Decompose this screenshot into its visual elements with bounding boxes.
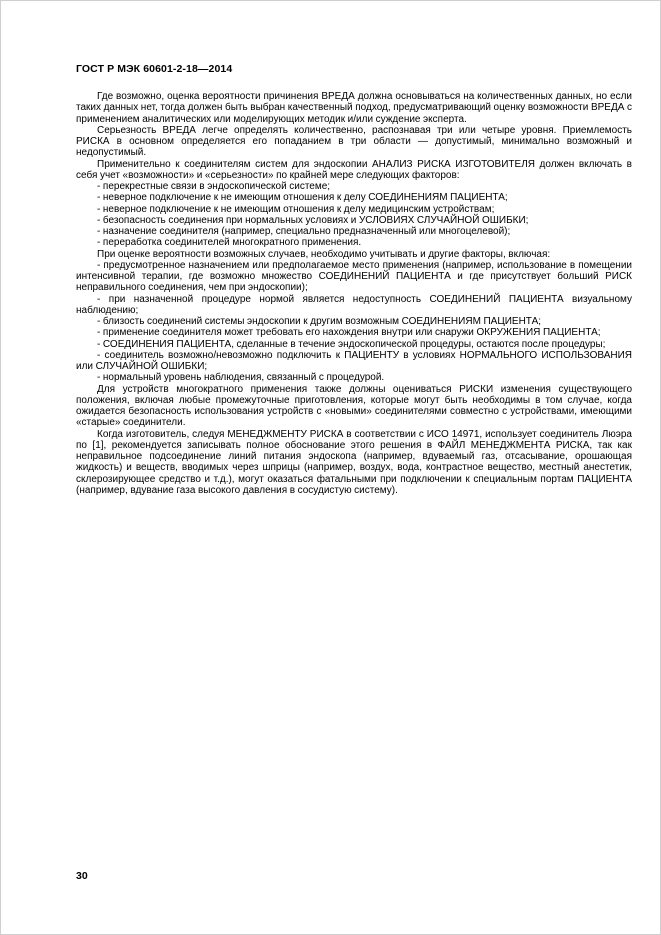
document-body (76, 91, 632, 496)
list-item: - СОЕДИНЕНИЯ ПАЦИЕНТА, сделанные в течение эндоскопической процедуры, остаются после процедуры; (97, 338, 606, 350)
page-number: 30 (76, 870, 88, 882)
paragraph: Серьезность ВРЕДА легче определять количественно, распознавая три или четыре уровня. Приемлемость РИСКА в основном определяется его попаданием в три области — допустимый, минимально возможный и недопустимый. (76, 124, 632, 159)
list-item: - назначение соединителя (например, специально предназначенный или многоцелевой); (97, 226, 511, 237)
list-item: - перекрестные связи в эндоскопической системе; (97, 181, 331, 192)
list-item: - предусмотренное назначением или предполагаемое место применения (например, использование в помещении интенсивной терапии, где возможно множество СОЕДИНЕНИЙ ПАЦИЕНТА и где присутствует больший РИСК неправильного соединения, чем при эндоскопии); (76, 259, 632, 294)
list-item: - соединитель возможно/невозможно подключить к ПАЦИЕНТУ в условиях НОРМАЛЬНОГО ИСПОЛЬЗОВАНИЯ или СЛУЧАЙНОЙ ОШИБКИ; (76, 349, 632, 372)
paragraph: Где возможно, оценка вероятности причинения ВРЕДА должна основываться на количественных данных, но если таких данных нет, тогда должен быть выбран качественный подход, предусматривающий оценку возможности ВРЕДА с применением аналитических или моделирующих методик и/или суждение эксперта. (76, 91, 632, 125)
list-item: - при назначенной процедуре нормой является недоступность СОЕДИНЕНИЙ ПАЦИЕНТА визуальному наблюдению; (76, 293, 632, 316)
list-item: - близость соединений системы эндоскопии к другим возможным СОЕДИНЕНИЯМ ПАЦИЕНТА; (97, 316, 542, 327)
list-item: - неверное подключение к не имеющим отношения к делу медицинским устройствам; (97, 203, 495, 215)
list-item: - применение соединителя может требовать его нахождения внутри или снаружи ОКРУЖЕНИЯ ПАЦИЕНТА; (97, 327, 601, 339)
document-header: ГОСТ Р МЭК 60601-2-18—2014 (76, 63, 233, 75)
paragraph: При оценке вероятности возможных случаев, необходимо учитывать и другие факторы, включая: (97, 248, 551, 260)
paragraph: Для устройств многократного применения также должны оцениваться РИСКИ изменения существующего положения, включая любые промежуточные приготовления, которые могут быть необходимы в том случае, когда ожидается безопасность использования устройств с «новыми» соединителями совместно с устройствами, имеющими «старые» соединители. (76, 383, 632, 429)
list-item: - безопасность соединения при нормальных условиях и УСЛОВИЯХ СЛУЧАЙНОЙ ОШИБКИ; (97, 214, 529, 226)
list-item: - переработка соединителей многократного применения. (97, 237, 362, 249)
paragraph: Когда изготовитель, следуя МЕНЕДЖМЕНТУ РИСКА в соответствии с ИСО 14971, использует соединитель Люэра по [1], рекомендуется записывать полное обоснование этого решения в ФАЙЛ МЕНЕДЖМЕНТА РИСКА, так как неправильное подсоединение линий питания эндоскопа (например, вдуваемый газ, отсасывание, орошающая жидкость) и веществ, вводимых через шприцы (например, воздух, вода, контрастное вещество, местный анестетик, склерозирующее средство и т.д.), могут оказаться фатальными при подключении к специальным портам ПАЦИЕНТА (например, вдувание газа высокого давления в сосудистую систему). (76, 428, 632, 496)
list-item: - нормальный уровень наблюдения, связанный с процедурой. (97, 372, 385, 384)
list-item: - неверное подключение к не имеющим отношения к делу СОЕДИНЕНИЯМ ПАЦИЕНТА; (97, 192, 508, 204)
paragraph: Применительно к соединителям систем для эндоскопии АНАЛИЗ РИСКА ИЗГОТОВИТЕЛЯ должен включать в себя учет «возможности» и «серьезности» по крайней мере следующих факторов: (76, 158, 632, 181)
